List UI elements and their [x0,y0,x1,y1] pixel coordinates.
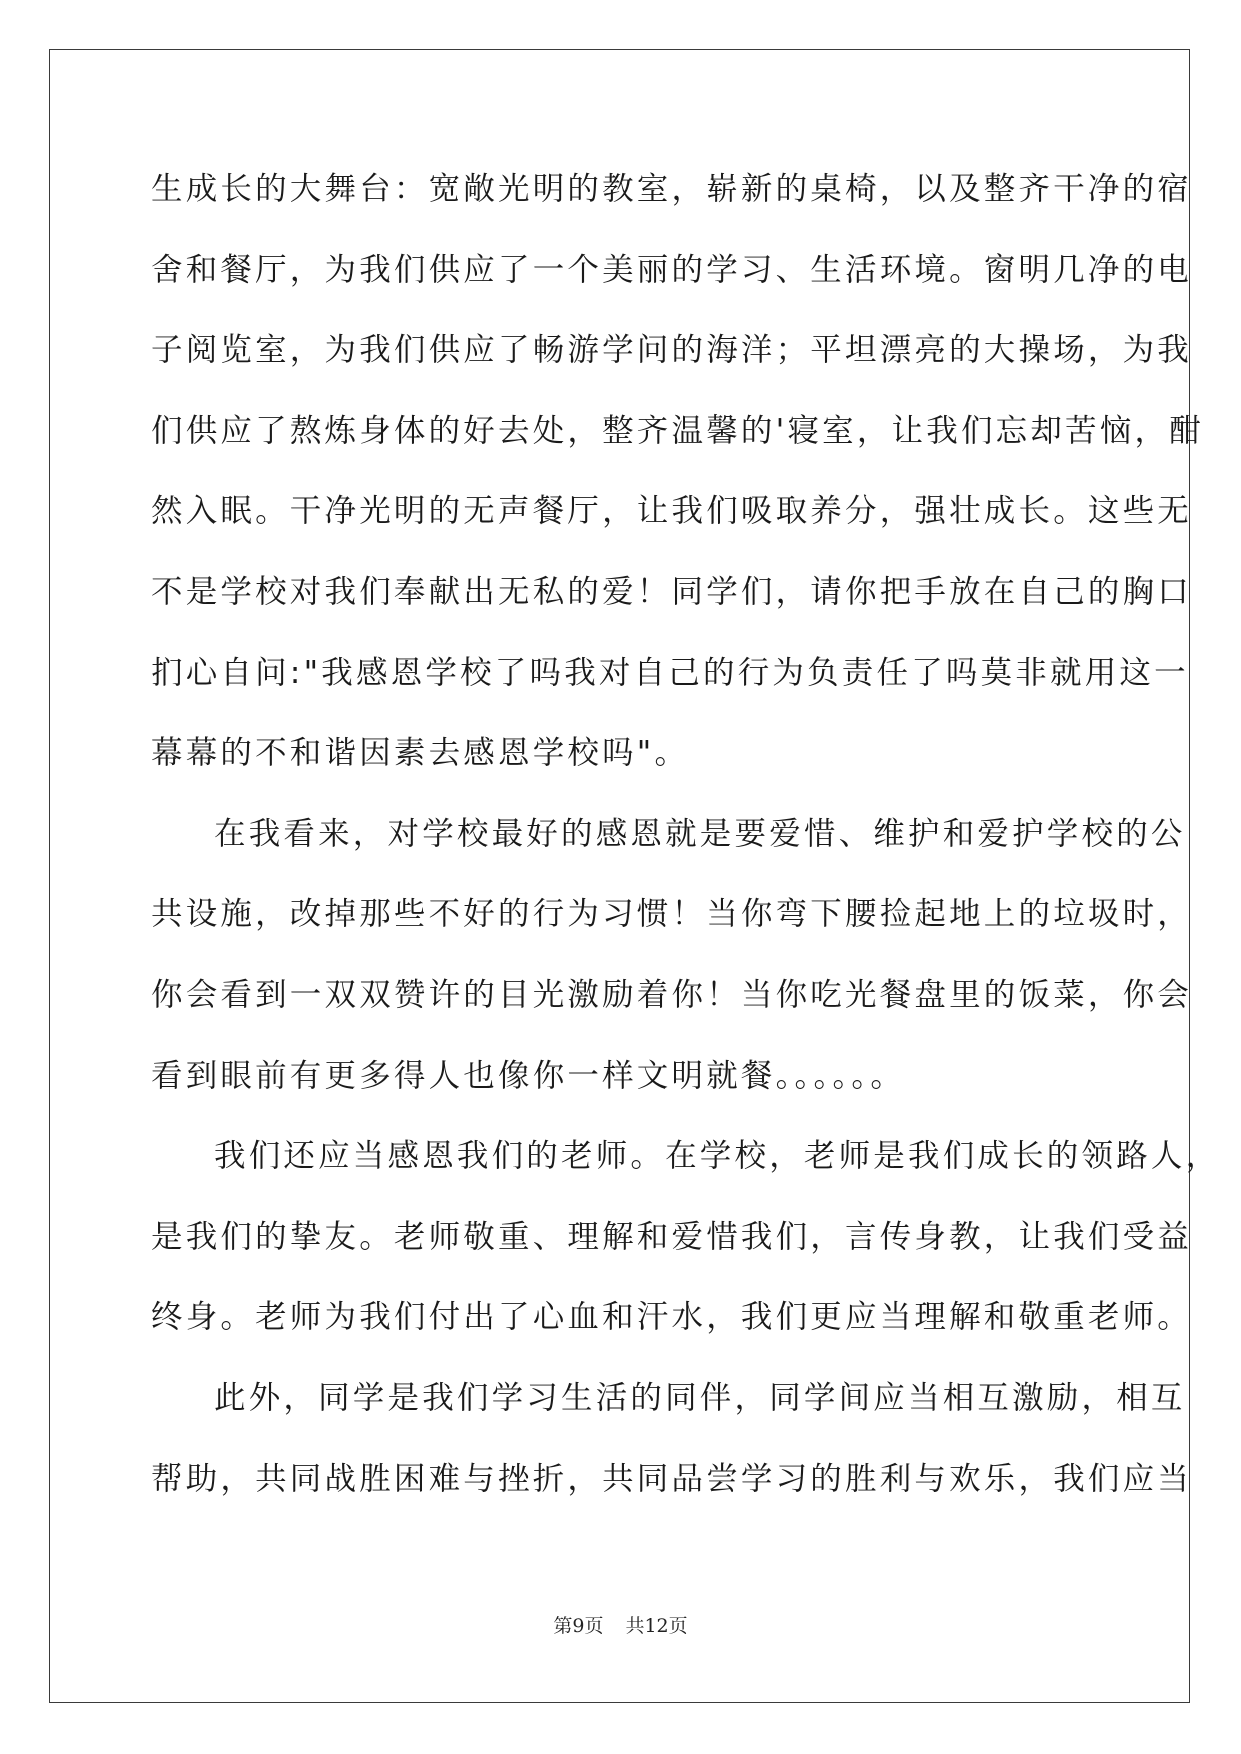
paragraph-first-line: 此外，同学是我们学习生活的同伴，同学间应当相互激励，相互 [214,1379,1186,1416]
text-line: 幕幕的不和谐因素去感恩学校吗"。 [151,735,690,772]
paragraph-first-line: 我们还应当感恩我们的老师。在学校，老师是我们成长的领路人， [214,1138,1221,1175]
text-line: 帮助，共同战胜困难与挫折，共同品尝学习的胜利与欢乐，我们应当 [151,1460,1193,1497]
text-line: 扪心自问:"我感恩学校了吗我对自己的行为负责任了吗莫非就用这一 [151,654,1189,691]
text-line: 终身。老师为我们付出了心血和汗水，我们更应当理解和敬重老师。 [151,1299,1193,1336]
text-line: 然入眠。干净光明的无声餐厅，让我们吸取养分，强壮成长。这些无 [151,493,1193,530]
text-line: 是我们的挚友。老师敬重、理解和爱惜我们，言传身教，让我们受益 [151,1218,1193,1255]
text-line: 子阅览室，为我们供应了畅游学问的海洋；平坦漂亮的大操场，为我 [151,332,1193,369]
text-line: 舍和餐厅，为我们供应了一个美丽的学习、生活环境。窗明几净的电 [151,251,1193,288]
document-body [151,156,1221,1526]
text-line: 你会看到一双双赞许的目光激励着你！当你吃光餐盘里的饭菜，你会 [151,976,1193,1013]
page-footer [0,1611,1241,1638]
text-line: 不是学校对我们奉献出无私的爱！同学们，请你把手放在自己的胸口 [151,573,1193,610]
text-line: 们供应了熬炼身体的好去处，整齐温馨的'寝室，让我们忘却苦恼，酣 [151,412,1204,449]
paragraph-first-line: 在我看来，对学校最好的感恩就是要爱惜、维护和爱护学校的公 [214,815,1186,852]
page-number: 第9页 [553,1615,604,1637]
page-total: 共12页 [625,1615,688,1637]
text-line: 看到眼前有更多得人也像你一样文明就餐。。。。。。 [151,1057,906,1094]
text-line: 共设施，改掉那些不好的行为习惯！当你弯下腰捡起地上的垃圾时， [151,896,1193,933]
text-line: 生成长的大舞台：宽敞光明的教室，崭新的桌椅，以及整齐干净的宿 [151,171,1193,207]
